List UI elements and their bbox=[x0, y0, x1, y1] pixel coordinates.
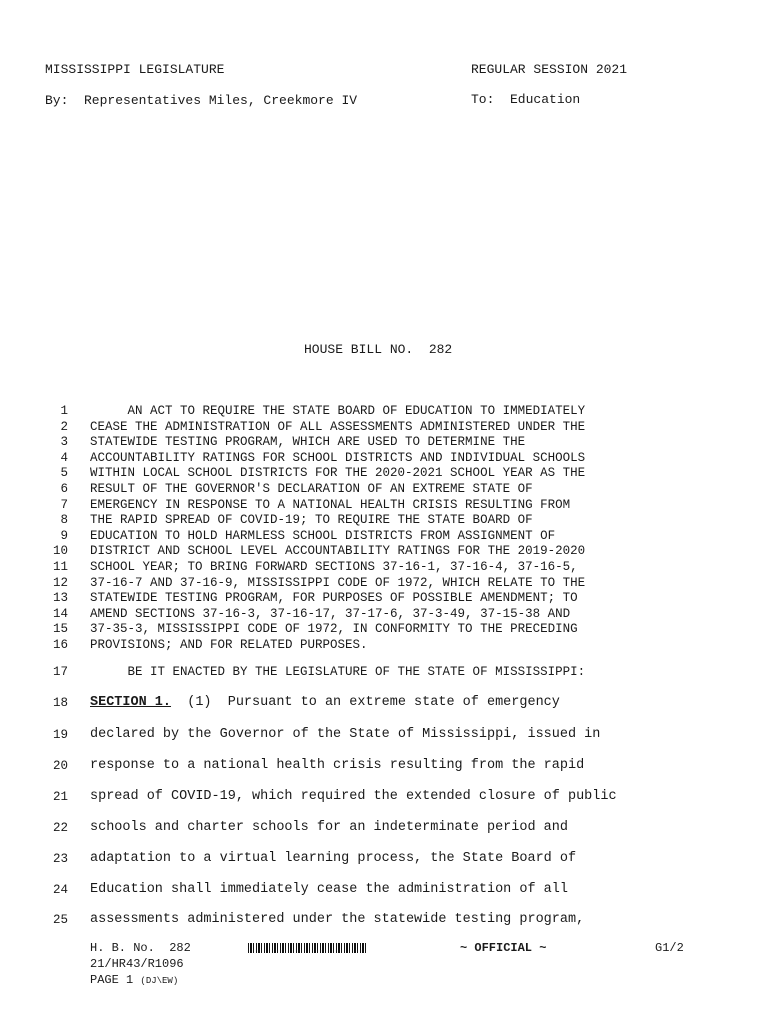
title-line: RESULT OF THE GOVERNOR'S DECLARATION OF AN EXTREME STATE OF bbox=[90, 482, 533, 496]
body-line: response to a national health crisis resulting from the rapid bbox=[90, 757, 585, 773]
bill-title: HOUSE BILL NO. 282 bbox=[304, 342, 453, 357]
title-line: STATEWIDE TESTING PROGRAM, WHICH ARE USED TO DETERMINE THE bbox=[90, 435, 526, 450]
page-number: PAGE 1 bbox=[90, 973, 134, 987]
session-label: REGULAR SESSION 2021 bbox=[471, 62, 628, 77]
line-number: 10 bbox=[52, 544, 68, 559]
title-line: EMERGENCY IN RESPONSE TO A NATIONAL HEALTH CRISIS RESULTING FROM bbox=[90, 497, 571, 512]
enacting-clause: BE IT ENACTED BY THE LEGISLATURE OF THE STATE OF MISSISSIPPI: bbox=[90, 665, 586, 679]
drafter-initials: (DJ\EW) bbox=[140, 976, 179, 986]
line-number: 6 bbox=[60, 482, 68, 496]
line-number: 9 bbox=[60, 528, 68, 543]
title-line: CEASE THE ADMINISTRATION OF ALL ASSESSMENTS ADMINISTERED UNDER THE bbox=[90, 419, 586, 434]
legislature-name: MISSISSIPPI LEGISLATURE bbox=[45, 62, 225, 77]
title-line: 37-16-7 AND 37-16-9, MISSISSIPPI CODE OF 1972, WHICH RELATE TO THE bbox=[90, 575, 586, 590]
body-line: schools and charter schools for an indeterminate period and bbox=[90, 819, 568, 835]
section-1-label: SECTION 1. bbox=[90, 695, 172, 710]
title-line: THE RAPID SPREAD OF COVID-19; TO REQUIRE THE STATE BOARD OF bbox=[90, 513, 533, 528]
line-number: 19 bbox=[52, 728, 68, 742]
line-number: 23 bbox=[52, 851, 68, 866]
line-number: 1 bbox=[60, 404, 68, 418]
line-number: 2 bbox=[60, 419, 68, 434]
title-line: WITHIN LOCAL SCHOOL DISTRICTS FOR THE 2020-2021 SCHOOL YEAR AS THE bbox=[90, 466, 586, 481]
official-label: ~ OFFICIAL ~ bbox=[460, 941, 547, 955]
line-number: 7 bbox=[60, 497, 68, 512]
line-number: 17 bbox=[52, 665, 68, 679]
line-number: 21 bbox=[52, 789, 68, 804]
section-1-first-line bbox=[90, 695, 560, 710]
title-line: EDUCATION TO HOLD HARMLESS SCHOOL DISTRICTS FROM ASSIGNMENT OF bbox=[90, 528, 556, 543]
line-number: 18 bbox=[52, 696, 68, 710]
line-number: 4 bbox=[60, 450, 68, 465]
body-line: declared by the Governor of the State of Mississippi, issued in bbox=[90, 727, 601, 742]
section-1-text: (1) Pursuant to an extreme state of emergency bbox=[171, 695, 560, 710]
body-line: Education shall immediately cease the administration of all bbox=[90, 881, 568, 897]
page-label bbox=[90, 973, 178, 987]
line-number: 22 bbox=[52, 820, 68, 835]
title-line: PROVISIONS; AND FOR RELATED PURPOSES. bbox=[90, 638, 368, 652]
body-line: adaptation to a virtual learning process, the State Board of bbox=[90, 850, 577, 866]
title-line: SCHOOL YEAR; TO BRING FORWARD SECTIONS 37-16-1, 37-16-4, 37-16-5, bbox=[90, 560, 578, 574]
line-number: 5 bbox=[60, 466, 68, 481]
body-line: assessments administered under the statewide testing program, bbox=[90, 912, 585, 928]
sponsors-line: By: Representatives Miles, Creekmore IV bbox=[45, 93, 358, 108]
title-line: STATEWIDE TESTING PROGRAM, FOR PURPOSES OF POSSIBLE AMENDMENT; TO bbox=[90, 591, 578, 606]
title-line: AN ACT TO REQUIRE THE STATE BOARD OF EDUCATION TO IMMEDIATELY bbox=[90, 404, 586, 418]
line-number: 24 bbox=[52, 882, 68, 897]
group-label: G1/2 bbox=[655, 941, 684, 955]
title-line: 37-35-3, MISSISSIPPI CODE OF 1972, IN CONFORMITY TO THE PRECEDING bbox=[90, 622, 578, 637]
line-number: 16 bbox=[52, 638, 68, 652]
line-number: 12 bbox=[52, 575, 68, 590]
line-number: 13 bbox=[52, 591, 68, 606]
title-line: ACCOUNTABILITY RATINGS FOR SCHOOL DISTRICTS AND INDIVIDUAL SCHOOLS bbox=[90, 450, 586, 465]
line-number: 15 bbox=[52, 622, 68, 637]
document-code: 21/HR43/R1096 bbox=[90, 957, 184, 971]
barcode bbox=[248, 943, 366, 953]
committee-line: To: Education bbox=[471, 92, 581, 107]
line-number: 3 bbox=[60, 435, 68, 450]
line-number: 8 bbox=[60, 513, 68, 528]
line-number: 20 bbox=[52, 758, 68, 773]
line-number: 11 bbox=[52, 560, 68, 574]
line-number: 25 bbox=[52, 913, 68, 928]
line-number: 14 bbox=[52, 606, 68, 621]
body-line: spread of COVID-19, which required the extended closure of public bbox=[90, 788, 617, 804]
title-line: DISTRICT AND SCHOOL LEVEL ACCOUNTABILITY RATINGS FOR THE 2019-2020 bbox=[90, 544, 586, 559]
footer-bill-number: H. B. No. 282 bbox=[90, 941, 191, 955]
title-line: AMEND SECTIONS 37-16-3, 37-16-17, 37-17-6, 37-3-49, 37-15-38 AND bbox=[90, 606, 571, 621]
